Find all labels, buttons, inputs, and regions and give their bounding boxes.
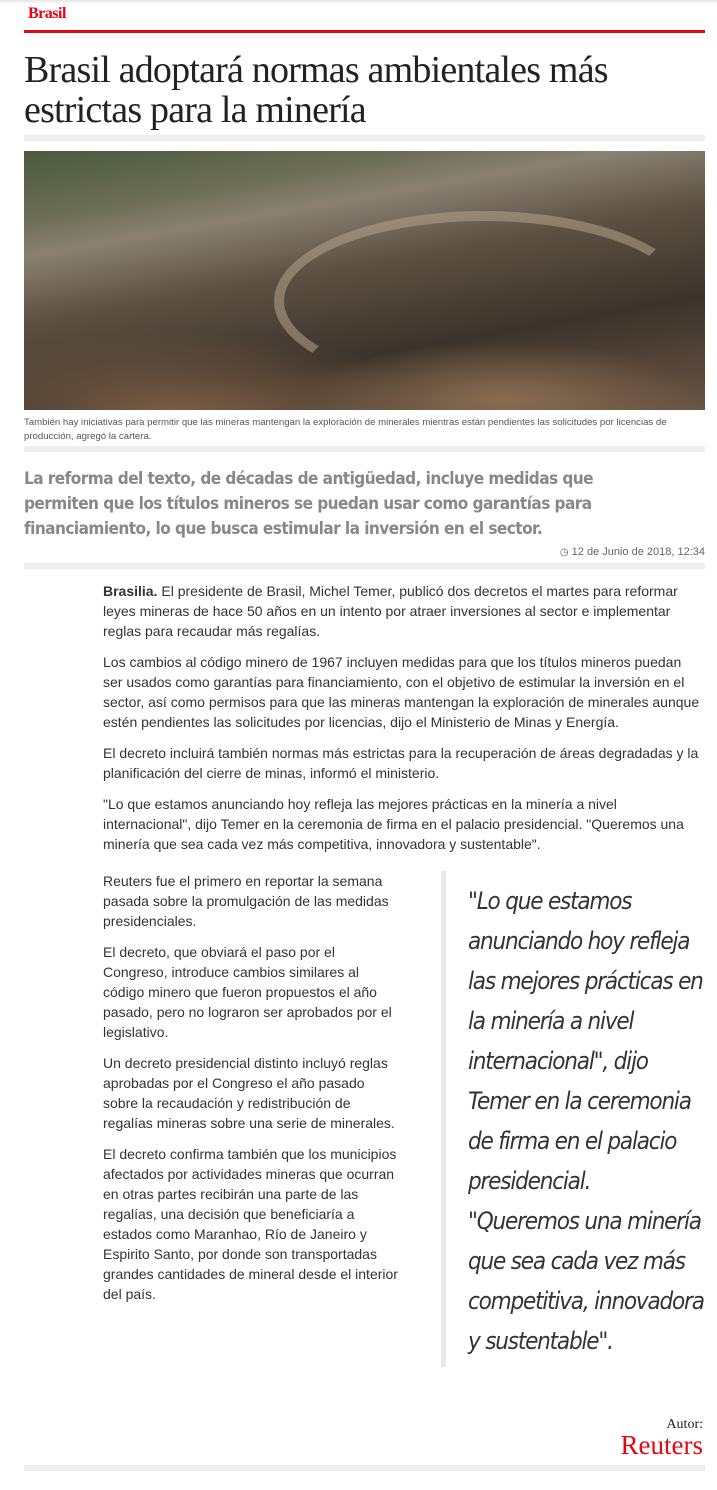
section-divider	[24, 30, 705, 33]
paragraph	[103, 581, 703, 641]
divider	[24, 446, 705, 452]
paragraph: El decreto, que obviará el paso por el Congreso, introduce cambios similares al código minero que fueron propuestos el año pasado, pero no lograron ser aprobados por el legislativo.	[103, 944, 392, 1040]
divider	[24, 1465, 705, 1471]
author-label: Autor:	[666, 1417, 703, 1432]
paragraph: Reuters fue el primero en reportar la semana pasada sobre la promulgación de las medidas presidenciales.	[103, 873, 389, 929]
publish-date	[560, 546, 705, 558]
divider	[24, 135, 705, 141]
top-shadow	[0, 0, 717, 4]
paragraph: El decreto confirma también que los municipios afectados por actividades mineras que ocurran en otras partes recibirán una parte de las regalías, una decisión que beneficiaría a estados como Maranhao, Río de Janeiro y Espirito Santo, por donde son transportadas grandes cantidades de mineral desde el interior del país.	[103, 1146, 398, 1302]
headline: Brasil adoptará normas ambientales más estrictas para la minería	[24, 49, 608, 131]
photo-caption: También hay iniciativas para permitir que las mineras mantengan la exploración de minerales mientras están pendientes las solicitudes por licencias de producción, agregó la cartera.	[24, 417, 667, 442]
dateline: Brasilia.	[103, 583, 158, 599]
paragraph: Un decreto presidencial distinto incluyó reglas aprobadas por el Congreso el año pasado sobre la recaudación y redistribución de regalías mineras sobre una serie de minerales.	[103, 1055, 395, 1131]
divider	[24, 563, 705, 569]
paragraph: "Lo que estamos anunciando hoy refleja las mejores prácticas en la minería a nivel internacional", dijo Temer en la ceremonia de firma en el palacio presidencial. "Queremos una minería que sea cada vez más competitiva, innovadora y sustentable".	[103, 796, 684, 852]
pullquote: "Lo que estamos anunciando hoy refleja las mejores prácticas en la minería a nivel internacional", dijo Temer en la ceremonia de firma en el palacio presidencial. "Queremos una minería que sea cada vez más competitiva, innovadora y sustentable".	[441, 871, 706, 1367]
article-photo	[24, 151, 705, 410]
paragraph: Los cambios al código minero de 1967 incluyen medidas para que los títulos mineros puedan ser usados como garantías para financiamiento, con el objetivo de estimular la inversión en el sector, así como permisos para que las mineras mantengan la exploración de minerales aunque estén pendientes las solicitudes por licencias, dijo el Ministerio de Minas y Energía.	[103, 654, 700, 730]
article-body	[103, 581, 703, 865]
paragraph-text: El presidente de Brasil, Michel Temer, publicó dos decretos el martes para reformar leyes mineras de hace 50 años en un intento por atraer inversiones al sector e implementar reglas para recaudar más regalías.	[103, 583, 678, 639]
paragraph: El decreto incluirá también normas más estrictas para la recuperación de áreas degradadas y la planificación del cierre de minas, informó el ministerio.	[103, 745, 699, 781]
clock-icon: ◷	[559, 547, 569, 558]
photo-road	[274, 211, 694, 391]
lead-paragraph: La reforma del texto, de décadas de antigüedad, incluye medidas que permiten que los títulos mineros se puedan usar como garantías para financiamiento, lo que busca estimular la inversión en el sector.	[24, 469, 594, 538]
article-column	[103, 871, 398, 1315]
date-text: 12 de Junio de 2018, 12:34	[571, 546, 705, 558]
author-name[interactable]: Reuters	[620, 1430, 703, 1460]
section-link[interactable]: Brasil	[28, 5, 66, 22]
